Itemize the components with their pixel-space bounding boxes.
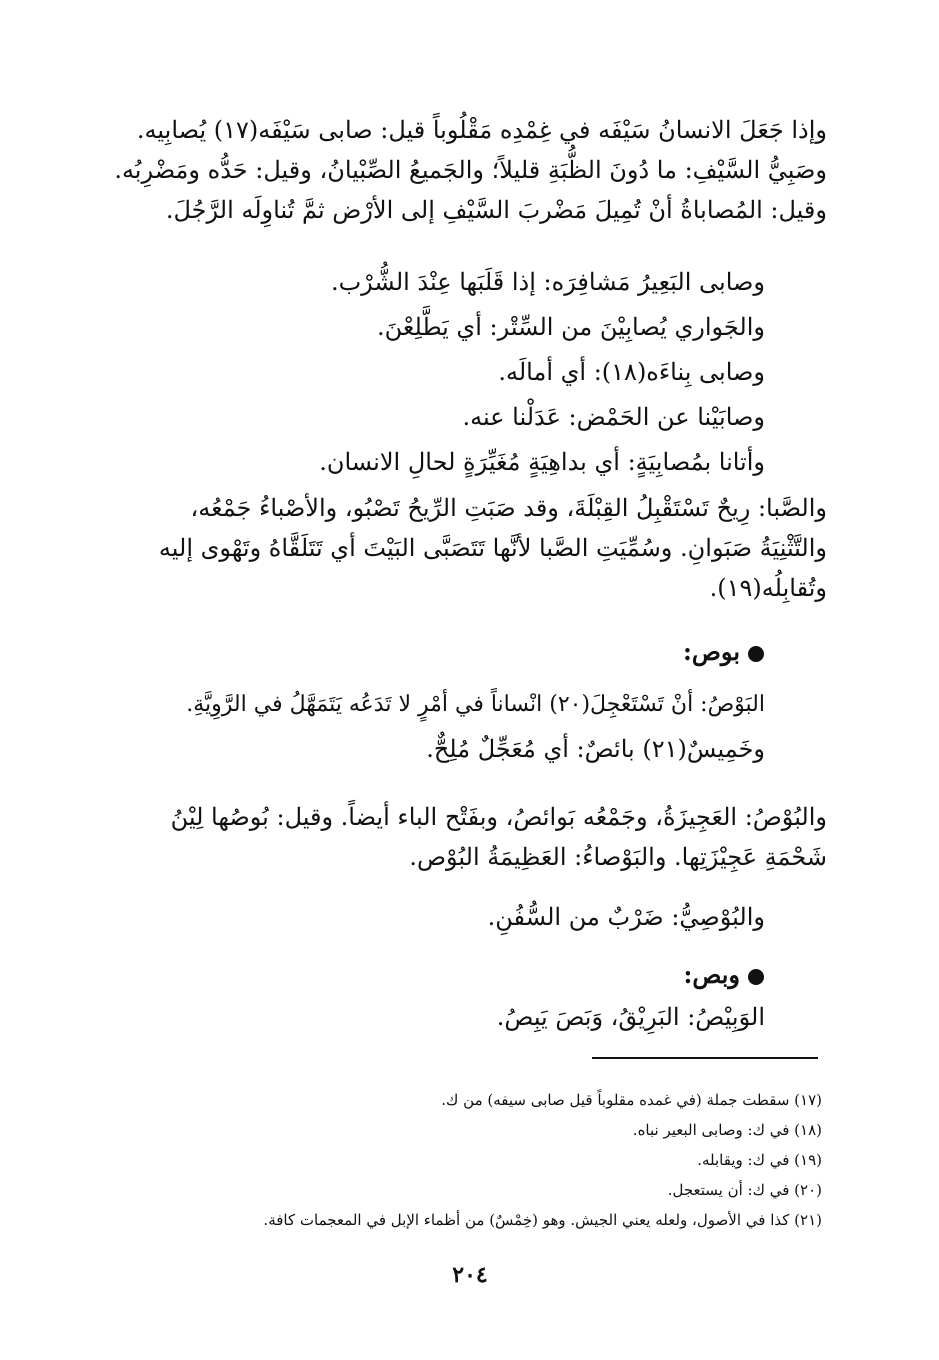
- text-line: شَحْمَةِ عَجِيْزَتِها. والبَوْصاءُ: العَظِيمَةُ البُوْص.: [409, 843, 827, 871]
- page-number: ٢٠٤: [452, 1262, 488, 1288]
- definition-line: الوَبِيْصُ: البَرِيْقُ، وَبَصَ يَبِصُ.: [496, 1003, 765, 1031]
- definition-line: وصابَيْنا عن الحَمْض: عَدَلْنا عنه.: [462, 403, 765, 431]
- definition-line: وخَمِيسٌ(٢١) بائصٌ: أي مُعَجِّلٌ مُلِحٌّ.: [426, 735, 765, 763]
- definition-line: وصابى بِناءَه(١٨): أي أمالَه.: [498, 358, 765, 386]
- definition-wabis: [420, 997, 765, 1037]
- footnote-divider: [592, 1057, 818, 1059]
- bullet-icon: [748, 646, 764, 662]
- footnote: (٢٠) في ك: أن يستعجل.: [667, 1181, 822, 1199]
- footnote: (١٩) في ك: ويقابله.: [697, 1151, 822, 1169]
- entry-heading-wbs: [600, 955, 764, 995]
- definition-line: والجَواري يُصابِيْنَ من السِّتْر: أي يَطَّلِعْنَ.: [377, 313, 765, 341]
- entry-heading-label: بوص:: [683, 637, 740, 666]
- text-line: والصَّبا: رِيحٌ تَسْتَقْبِلُ القِبْلَةَ، وقد صَبَتِ الرِّيحُ تَصْبُو، والأصْباءُ جَمْعُه،: [190, 494, 827, 522]
- footnote: (١٨) في ك: وصابى البعير نباه.: [632, 1121, 822, 1139]
- definition-busi: [420, 897, 765, 937]
- text-line: والتَّثْنِيَةُ صَبَوانِ. وسُمِّيَتِ الصَّبا لأنَّها تَتَصَبَّى البَيْتَ أي تَتَلَقَّاهُ وتَهْوى إليه: [158, 534, 827, 562]
- definition-line: وأتانا بمُصابِيَةٍ: أي بداهِيَةٍ مُغَيِّرَةٍ لحالِ الانسان.: [319, 448, 765, 476]
- paragraph-saba-wind: [100, 488, 827, 608]
- paragraph-saba-sword: [100, 110, 827, 230]
- definitions-list-bos: [180, 682, 765, 772]
- text-line: والبُوْصُ: العَجِيزَةُ، وجَمْعُه بَوائصُ، وبفَتْح الباء أيضاً. وقيل: بُوصُها لِيْنُ: [170, 803, 827, 831]
- bullet-icon: [748, 969, 764, 985]
- footnote: (١٧) سقطت جملة (في غمده مقلوباً قيل صابى سيفه) من ك.: [441, 1091, 822, 1109]
- entry-heading-label: وبص:: [683, 960, 740, 989]
- footnote: (٢١) كذا في الأصول، ولعله يعني الجيش. وهو (خِمْسٌ) من أظماء الإبل في المعجمات كافة.: [263, 1211, 822, 1229]
- text-line: وصَبِيُّ السَّيْفِ: ما دُونَ الظُّبَةِ قليلاً؛ والجَميعُ الصِّبْيانُ، وقيل: حَدُّه ومَضْرِبُه.: [114, 156, 827, 184]
- text-line: وإذا جَعَلَ الانسانُ سَيْفَه في غِمْدِه مَقْلُوباً قيل: صابى سَيْفَه(١٧) يُصابِيه.: [136, 116, 827, 144]
- entry-heading-bos: [600, 632, 764, 672]
- footnotes: [170, 1085, 822, 1235]
- text-line: وتُقابِلُه(١٩).: [709, 574, 827, 602]
- definition-line: والبُوْصِيُّ: ضَرْبٌ من السُّفُنِ.: [487, 903, 765, 931]
- paragraph-bos: [100, 797, 827, 877]
- definition-line: البَوْصُ: أنْ تَسْتَعْجِلَ(٢٠) انْساناً في أمْرٍ لا تَدَعُه يَتَمَهَّلُ في الرَّوِيَّةِ.: [186, 692, 765, 717]
- text-line: وقيل: المُصاباةُ أنْ تُمِيلَ مَضْربَ السَّيْفِ إلى الأرْض ثمَّ تُناوِلَه الرَّجُلَ.: [165, 196, 827, 224]
- definition-line: وصابى البَعِيرُ مَشافِرَه: إذا قَلَبَها عِنْدَ الشُّرْب.: [330, 268, 765, 296]
- definitions-list-saba: [300, 260, 765, 485]
